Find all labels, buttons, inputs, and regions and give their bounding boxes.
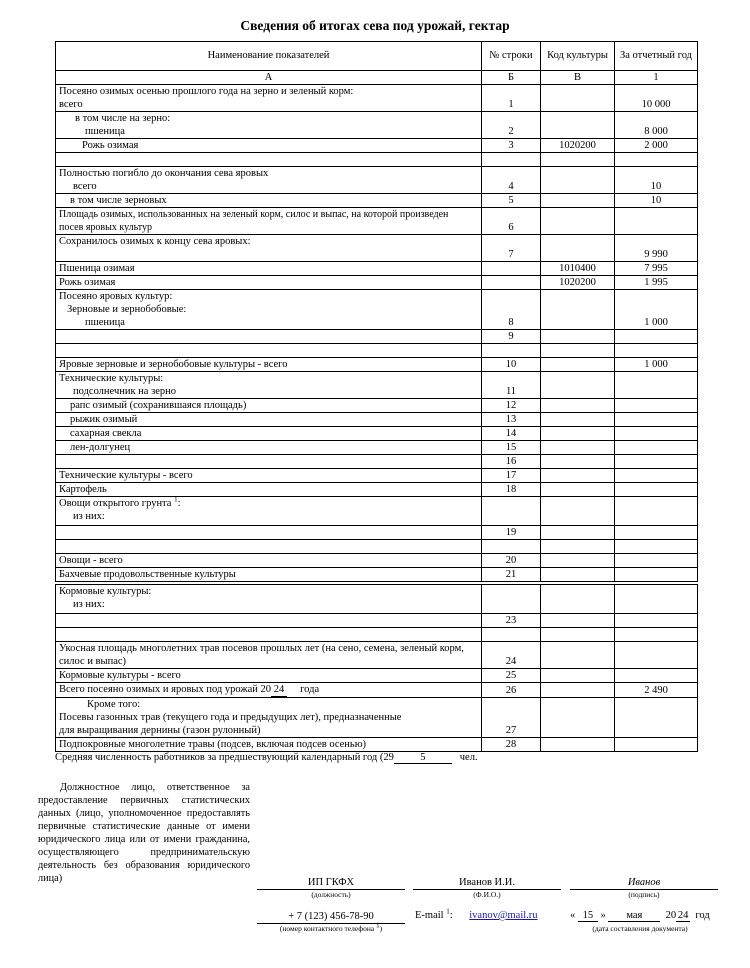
table-row	[56, 483, 698, 497]
row-number: 23	[482, 614, 541, 628]
value-cell[interactable]	[615, 483, 698, 497]
row-label: лен-долгунец	[56, 441, 482, 455]
email-link[interactable]: ivanov@mail.ru	[469, 910, 538, 921]
crop-code-cell[interactable]	[541, 554, 615, 568]
crop-code-cell[interactable]	[541, 330, 615, 344]
value-cell[interactable]	[615, 413, 698, 427]
row-number: 12	[482, 399, 541, 413]
crop-code-cell[interactable]	[541, 738, 615, 752]
fio-block	[413, 876, 561, 900]
row-label: пшеница	[85, 317, 125, 328]
row-number: 3	[482, 139, 541, 153]
table-row	[56, 554, 698, 568]
table-row	[56, 455, 698, 469]
date-month-field[interactable]: мая	[608, 910, 660, 922]
date-block: « 15 » мая 20 24 год	[570, 910, 710, 921]
value-cell[interactable]	[615, 738, 698, 752]
table-row	[56, 208, 698, 235]
phone-field[interactable]: + 7 (123) 456-78-90	[257, 910, 405, 924]
table-row	[56, 526, 698, 540]
row-label: сахарная свекла	[56, 427, 482, 441]
row-number: 16	[482, 455, 541, 469]
row-label: Зерновые и зернобобовые:	[67, 304, 187, 315]
signature-caption: (подпись)	[628, 890, 660, 899]
value-cell[interactable]: 9 990	[615, 235, 698, 262]
position-block	[257, 876, 405, 900]
average-employees-line	[55, 752, 478, 764]
header-row-number: № строки	[482, 42, 541, 71]
sowing-results-table	[55, 41, 698, 752]
table-row	[56, 413, 698, 427]
crop-code-cell[interactable]	[541, 698, 615, 738]
table-row	[56, 628, 698, 642]
row-number: 24	[482, 642, 541, 669]
row-label: Площадь озимых, использованных на зеленый корм, силос и выпас, на которой произведен	[59, 209, 449, 220]
header-code-1: 1	[615, 71, 698, 85]
row-number: 6	[482, 208, 541, 235]
date-caption: (дата составления документа)	[592, 924, 688, 933]
header-reporting-year: За отчетный год	[615, 42, 698, 71]
responsible-person-text: Должностное лицо, ответственное за предоставление первичных статистических данных (лицо, уполномоченное предоставлять первичные статистические данные от имени юридического лица или от имени гражданина, осуществляющего предпринимательскую деятельность без образования юридического лица)	[38, 782, 250, 884]
value-cell[interactable]	[615, 642, 698, 669]
table-row	[56, 568, 698, 582]
row-label: Картофель	[56, 483, 482, 497]
row-label: в том числе на зерно:	[75, 113, 171, 124]
signature-field[interactable]: Иванов	[570, 876, 718, 890]
row-number: 25	[482, 669, 541, 683]
value-cell[interactable]: 1 995	[615, 276, 698, 290]
value-cell[interactable]	[615, 427, 698, 441]
year-field[interactable]: 24	[271, 683, 287, 697]
value-cell[interactable]	[615, 399, 698, 413]
row-label-total: Всего посеяно озимых и яровых под урожай 20 24 года	[56, 683, 482, 698]
position-field[interactable]: ИП ГКФХ	[257, 876, 405, 890]
row-label: Полностью погибло до окончания сева яровых	[59, 168, 269, 179]
row-number: 8	[482, 290, 541, 330]
date-day-field[interactable]: 15	[578, 910, 598, 922]
row-number: 2	[482, 112, 541, 139]
row-number: 18	[482, 483, 541, 497]
crop-code-cell[interactable]	[541, 413, 615, 427]
row-label: всего	[59, 99, 83, 110]
email-block: E-mail $^1$: ivanov@mail.ru	[415, 907, 538, 921]
table-row	[56, 399, 698, 413]
value-cell[interactable]	[615, 585, 698, 614]
table-row	[56, 642, 698, 669]
crop-code-cell[interactable]	[541, 455, 615, 469]
value-cell[interactable]	[615, 568, 698, 582]
crop-code-cell[interactable]	[541, 208, 615, 235]
row-label: Подпокровные многолетние травы (подсев, включая подсев осенью)	[56, 738, 482, 752]
footnote-marker: 1	[446, 907, 450, 916]
row-label: посев яровых культур	[59, 222, 153, 233]
crop-code-cell[interactable]	[541, 497, 615, 526]
value-cell[interactable]	[615, 614, 698, 628]
row-label: Укосная площадь многолетних трав посевов прошлых лет (на сено, семена, зеленый корм,	[59, 643, 464, 654]
crop-code-cell[interactable]	[541, 441, 615, 455]
table-row	[56, 441, 698, 455]
signature-block	[570, 876, 718, 900]
row-number: 27	[482, 698, 541, 738]
fio-caption: (Ф.И.О.)	[473, 890, 501, 899]
crop-code-cell[interactable]: 1020200	[541, 139, 615, 153]
row-label: рапс озимый (сохранившаяся площадь)	[56, 399, 482, 413]
row-label: Технические культуры:	[59, 373, 164, 384]
table-row	[56, 669, 698, 683]
crop-code-cell[interactable]	[541, 683, 615, 698]
value-cell[interactable]: 2 000	[615, 139, 698, 153]
table-row	[56, 372, 698, 399]
row-label: из них:	[73, 599, 105, 610]
crop-code-cell[interactable]	[541, 585, 615, 614]
crop-code-cell[interactable]	[541, 526, 615, 540]
value-cell[interactable]	[615, 441, 698, 455]
table-row	[56, 139, 698, 153]
table-row	[56, 276, 698, 290]
value-cell[interactable]: 10	[615, 194, 698, 208]
value-cell[interactable]	[615, 497, 698, 526]
row-label: Технические культуры - всего	[56, 469, 482, 483]
row-number: 21	[482, 568, 541, 582]
crop-code-cell[interactable]	[541, 290, 615, 330]
row-number: 10	[482, 358, 541, 372]
row-number: 17	[482, 469, 541, 483]
row-number: 11	[482, 372, 541, 399]
row-number: 20	[482, 554, 541, 568]
row-label: в том числе зерновых	[56, 194, 482, 208]
value-cell[interactable]	[615, 455, 698, 469]
table-row: Овощи открытого грунта $^1$: из них:	[56, 497, 698, 526]
table-row	[56, 469, 698, 483]
row-label: Яровые зерновые и зернобобовые культуры - всего	[56, 358, 482, 372]
value-cell[interactable]	[615, 554, 698, 568]
table-row	[56, 614, 698, 628]
table-row	[56, 194, 698, 208]
row-label: Рожь озимая	[56, 139, 482, 153]
table-row	[56, 290, 698, 330]
header-code-v: В	[541, 71, 615, 85]
crop-code-cell[interactable]	[541, 194, 615, 208]
crop-code-cell[interactable]	[541, 483, 615, 497]
row-label: Овощи открытого грунта	[59, 498, 172, 509]
crop-code-cell[interactable]	[541, 167, 615, 194]
crop-code-cell[interactable]	[541, 614, 615, 628]
table-row	[56, 585, 698, 614]
header-indicator-name: Наименование показателей	[56, 42, 482, 71]
crop-code-cell[interactable]: 1010400	[541, 262, 615, 276]
row-label: Кроме того:	[87, 699, 141, 710]
position-caption: (должность)	[311, 890, 351, 899]
header-code-b: Б	[482, 71, 541, 85]
row-label: Рожь озимая	[56, 276, 482, 290]
value-cell[interactable]: 2 490	[615, 683, 698, 698]
row-label: силос и выпас)	[59, 656, 127, 667]
row-label: для выращивания дернины (газон рулонный)	[59, 725, 261, 736]
table-row	[56, 344, 698, 358]
value-cell[interactable]	[615, 669, 698, 683]
crop-code-cell[interactable]	[541, 427, 615, 441]
table-row	[56, 85, 698, 112]
crop-code-cell[interactable]	[541, 358, 615, 372]
crop-code-cell[interactable]	[541, 469, 615, 483]
crop-code-cell[interactable]	[541, 112, 615, 139]
table-row	[56, 698, 698, 738]
avg-employees-label: Средняя численность работников за предшествующий календарный год (29	[55, 752, 394, 763]
row-label: Посеяно яровых культур:	[59, 291, 173, 302]
value-cell[interactable]	[615, 330, 698, 344]
row-number: 7	[482, 235, 541, 262]
date-year-prefix: 20	[665, 910, 677, 921]
crop-code-cell[interactable]	[541, 85, 615, 112]
row-label: Бахчевые продовольственные культуры	[56, 568, 482, 582]
table-row	[56, 540, 698, 554]
value-cell[interactable]	[615, 372, 698, 399]
crop-code-cell[interactable]	[541, 235, 615, 262]
table-row	[56, 683, 698, 698]
value-cell[interactable]	[615, 208, 698, 235]
avg-employees-unit: чел.	[459, 752, 478, 763]
value-cell[interactable]: 10	[615, 167, 698, 194]
value-cell[interactable]: 1 000	[615, 290, 698, 330]
value-cell[interactable]: 8 000	[615, 112, 698, 139]
row-label: Сохранилось озимых к концу сева яровых:	[56, 235, 482, 262]
date-year-suffix: год	[695, 910, 710, 921]
row-label: Посевы газонных трав (текущего года и предыдущих лет), предназначенные	[59, 712, 402, 723]
page-title: Сведения об итогах сева под урожай, гектар	[240, 18, 510, 33]
crop-code-cell[interactable]	[541, 642, 615, 669]
crop-code-cell[interactable]	[541, 399, 615, 413]
phone-block: + 7 (123) 456-78-90 (номер контактного телефона $^1$)	[257, 910, 405, 934]
row-label: всего	[73, 181, 97, 192]
table-row	[56, 427, 698, 441]
row-number: 19	[482, 526, 541, 540]
table-row	[56, 235, 698, 262]
table-header-row	[56, 42, 698, 71]
footnote-marker: 1	[174, 495, 178, 504]
value-cell[interactable]: 7 995	[615, 262, 698, 276]
header-crop-code: Код культуры	[541, 42, 615, 71]
row-label: из них:	[73, 511, 105, 522]
row-label: пшеница	[85, 126, 125, 137]
value-cell[interactable]: 1 000	[615, 358, 698, 372]
footnote-marker: 1	[376, 921, 380, 930]
value-cell[interactable]: 10 000	[615, 85, 698, 112]
value-cell[interactable]	[615, 698, 698, 738]
row-label: Кормовые культуры:	[59, 586, 152, 597]
fio-field[interactable]: Иванов И.И.	[413, 876, 561, 890]
crop-code-cell[interactable]: 1020200	[541, 276, 615, 290]
row-label: Посеяно озимых осенью прошлого года на зерно и зеленый корм:	[59, 86, 354, 97]
crop-code-cell[interactable]	[541, 372, 615, 399]
table-row	[56, 167, 698, 194]
row-number: 4	[482, 167, 541, 194]
table-row	[56, 262, 698, 276]
value-cell[interactable]	[615, 526, 698, 540]
row-label: рыжик озимый	[56, 413, 482, 427]
avg-employees-field[interactable]: 5	[394, 752, 452, 764]
header-code-a: А	[56, 71, 482, 85]
row-number: 1	[482, 85, 541, 112]
phone-caption: (номер контактного телефона	[279, 924, 375, 933]
row-number: 14	[482, 427, 541, 441]
row-number: 26	[482, 683, 541, 698]
row-label: Овощи - всего	[56, 554, 482, 568]
table-row	[56, 358, 698, 372]
table-row	[56, 153, 698, 167]
row-number: 5	[482, 194, 541, 208]
row-number: 13	[482, 413, 541, 427]
row-number: 28	[482, 738, 541, 752]
crop-code-cell[interactable]	[541, 669, 615, 683]
table-row	[56, 738, 698, 752]
crop-code-cell[interactable]	[541, 568, 615, 582]
row-number: 9	[482, 330, 541, 344]
row-label: подсолнечник на зерно	[73, 386, 177, 397]
row-number: 15	[482, 441, 541, 455]
table-code-row	[56, 71, 698, 85]
table-row	[56, 330, 698, 344]
email-label: E-mail	[415, 910, 444, 921]
row-label: Пшеница озимая	[56, 262, 482, 276]
row-label: Кормовые культуры - всего	[56, 669, 482, 683]
value-cell[interactable]	[615, 469, 698, 483]
table-row	[56, 112, 698, 139]
date-year-field[interactable]: 24	[677, 910, 689, 921]
